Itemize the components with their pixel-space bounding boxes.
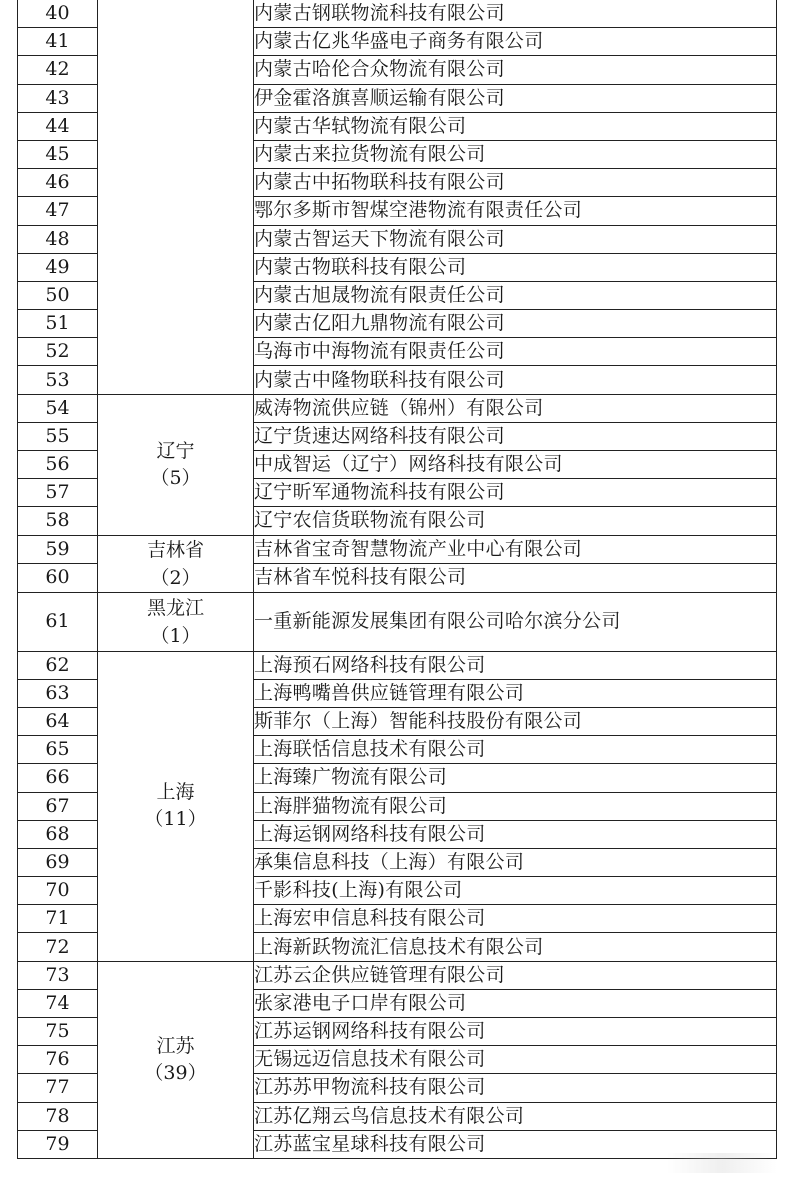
row-number: 69	[18, 848, 98, 876]
company-name: 内蒙古哈伦合众物流有限公司	[254, 56, 777, 84]
company-name: 内蒙古中拓物联科技有限公司	[254, 169, 777, 197]
table-row	[18, 0, 777, 28]
company-name: 伊金霍洛旗喜顺运输有限公司	[254, 84, 777, 112]
row-number: 62	[18, 651, 98, 679]
row-number: 61	[18, 592, 98, 651]
region-cell-jilin	[98, 535, 254, 592]
company-name: 辽宁货速达网络科技有限公司	[254, 422, 777, 450]
row-number: 44	[18, 112, 98, 140]
region-count: （39）	[144, 1061, 207, 1084]
region-cell-liaoning	[98, 394, 254, 535]
region-count: （2）	[150, 566, 201, 589]
company-list-table	[17, 0, 777, 1159]
row-number: 58	[18, 507, 98, 535]
company-name: 上海预石网络科技有限公司	[254, 651, 777, 679]
row-number: 46	[18, 169, 98, 197]
company-name: 内蒙古旭晟物流有限责任公司	[254, 281, 777, 309]
region-name: 辽宁	[156, 439, 195, 462]
row-number: 51	[18, 310, 98, 338]
company-name: 张家港电子口岸有限公司	[254, 989, 777, 1017]
company-name: 辽宁昕军通物流科技有限公司	[254, 479, 777, 507]
row-number: 49	[18, 253, 98, 281]
company-name: 辽宁农信货联物流有限公司	[254, 507, 777, 535]
row-number: 55	[18, 422, 98, 450]
company-name: 内蒙古钢联物流科技有限公司	[254, 0, 777, 28]
table-row	[18, 651, 777, 679]
region-name: 吉林省	[146, 538, 204, 561]
table-row	[18, 394, 777, 422]
region-name: 上海	[156, 781, 195, 804]
company-name: 内蒙古亿阳九鼎物流有限公司	[254, 310, 777, 338]
row-number: 57	[18, 479, 98, 507]
row-number: 72	[18, 933, 98, 961]
company-name: 内蒙古物联科技有限公司	[254, 253, 777, 281]
company-name: 江苏亿翔云鸟信息技术有限公司	[254, 1102, 777, 1130]
row-number: 74	[18, 989, 98, 1017]
company-name: 威涛物流供应链（锦州）有限公司	[254, 394, 777, 422]
row-number: 77	[18, 1074, 98, 1102]
row-number: 54	[18, 394, 98, 422]
watermark	[667, 1153, 777, 1173]
row-number: 75	[18, 1018, 98, 1046]
region-name: 江苏	[156, 1034, 195, 1057]
company-name: 上海宏申信息科技有限公司	[254, 905, 777, 933]
company-name: 斯菲尔（上海）智能科技股份有限公司	[254, 707, 777, 735]
row-number: 65	[18, 736, 98, 764]
row-number: 43	[18, 84, 98, 112]
row-number: 73	[18, 961, 98, 989]
row-number: 47	[18, 197, 98, 225]
row-number: 59	[18, 535, 98, 564]
company-name: 上海运钢网络科技有限公司	[254, 820, 777, 848]
table-row	[18, 961, 777, 989]
company-name: 上海臻广物流有限公司	[254, 764, 777, 792]
row-number: 48	[18, 225, 98, 253]
row-number: 79	[18, 1130, 98, 1158]
table-row	[18, 535, 777, 564]
company-name: 吉林省宝奇智慧物流产业中心有限公司	[254, 535, 777, 564]
company-name: 上海鸭嘴兽供应链管理有限公司	[254, 679, 777, 707]
row-number: 50	[18, 281, 98, 309]
company-name: 吉林省车悦科技有限公司	[254, 564, 777, 593]
region-count: （1）	[150, 624, 201, 647]
row-number: 40	[18, 0, 98, 28]
row-number: 70	[18, 877, 98, 905]
region-cell-jiangsu	[98, 961, 254, 1158]
company-name: 鄂尔多斯市智煤空港物流有限责任公司	[254, 197, 777, 225]
region-cell-inner-mongolia	[98, 0, 254, 394]
region-count: （5）	[150, 466, 201, 489]
row-number: 41	[18, 28, 98, 56]
row-number: 45	[18, 140, 98, 168]
company-name: 江苏运钢网络科技有限公司	[254, 1018, 777, 1046]
row-number: 68	[18, 820, 98, 848]
row-number: 56	[18, 451, 98, 479]
region-count: （11）	[144, 808, 207, 831]
row-number: 78	[18, 1102, 98, 1130]
row-number: 60	[18, 564, 98, 593]
table-row	[18, 592, 777, 651]
company-name: 内蒙古亿兆华盛电子商务有限公司	[254, 28, 777, 56]
row-number: 71	[18, 905, 98, 933]
row-number: 53	[18, 366, 98, 394]
company-name: 乌海市中海物流有限责任公司	[254, 338, 777, 366]
company-name: 中成智运（辽宁）网络科技有限公司	[254, 451, 777, 479]
company-name: 江苏云企供应链管理有限公司	[254, 961, 777, 989]
company-name: 一重新能源发展集团有限公司哈尔滨分公司	[254, 592, 777, 651]
row-number: 66	[18, 764, 98, 792]
company-name: 上海新跃物流汇信息技术有限公司	[254, 933, 777, 961]
row-number: 64	[18, 707, 98, 735]
company-name: 内蒙古智运天下物流有限公司	[254, 225, 777, 253]
company-name: 上海胖猫物流有限公司	[254, 792, 777, 820]
company-name: 内蒙古中隆物联科技有限公司	[254, 366, 777, 394]
company-name: 江苏蓝宝星球科技有限公司	[254, 1130, 777, 1158]
row-number: 42	[18, 56, 98, 84]
company-name: 上海联恬信息技术有限公司	[254, 736, 777, 764]
row-number: 63	[18, 679, 98, 707]
company-name: 江苏苏甲物流科技有限公司	[254, 1074, 777, 1102]
company-name: 无锡远迈信息技术有限公司	[254, 1046, 777, 1074]
company-name: 内蒙古华轼物流有限公司	[254, 112, 777, 140]
company-name: 内蒙古来拉货物流有限公司	[254, 140, 777, 168]
row-number: 67	[18, 792, 98, 820]
company-name: 承集信息科技（上海）有限公司	[254, 848, 777, 876]
region-name: 黑龙江	[146, 596, 204, 619]
region-cell-shanghai	[98, 651, 254, 961]
row-number: 76	[18, 1046, 98, 1074]
row-number: 52	[18, 338, 98, 366]
company-name: 千影科技(上海)有限公司	[254, 877, 777, 905]
region-cell-heilongjiang	[98, 592, 254, 651]
